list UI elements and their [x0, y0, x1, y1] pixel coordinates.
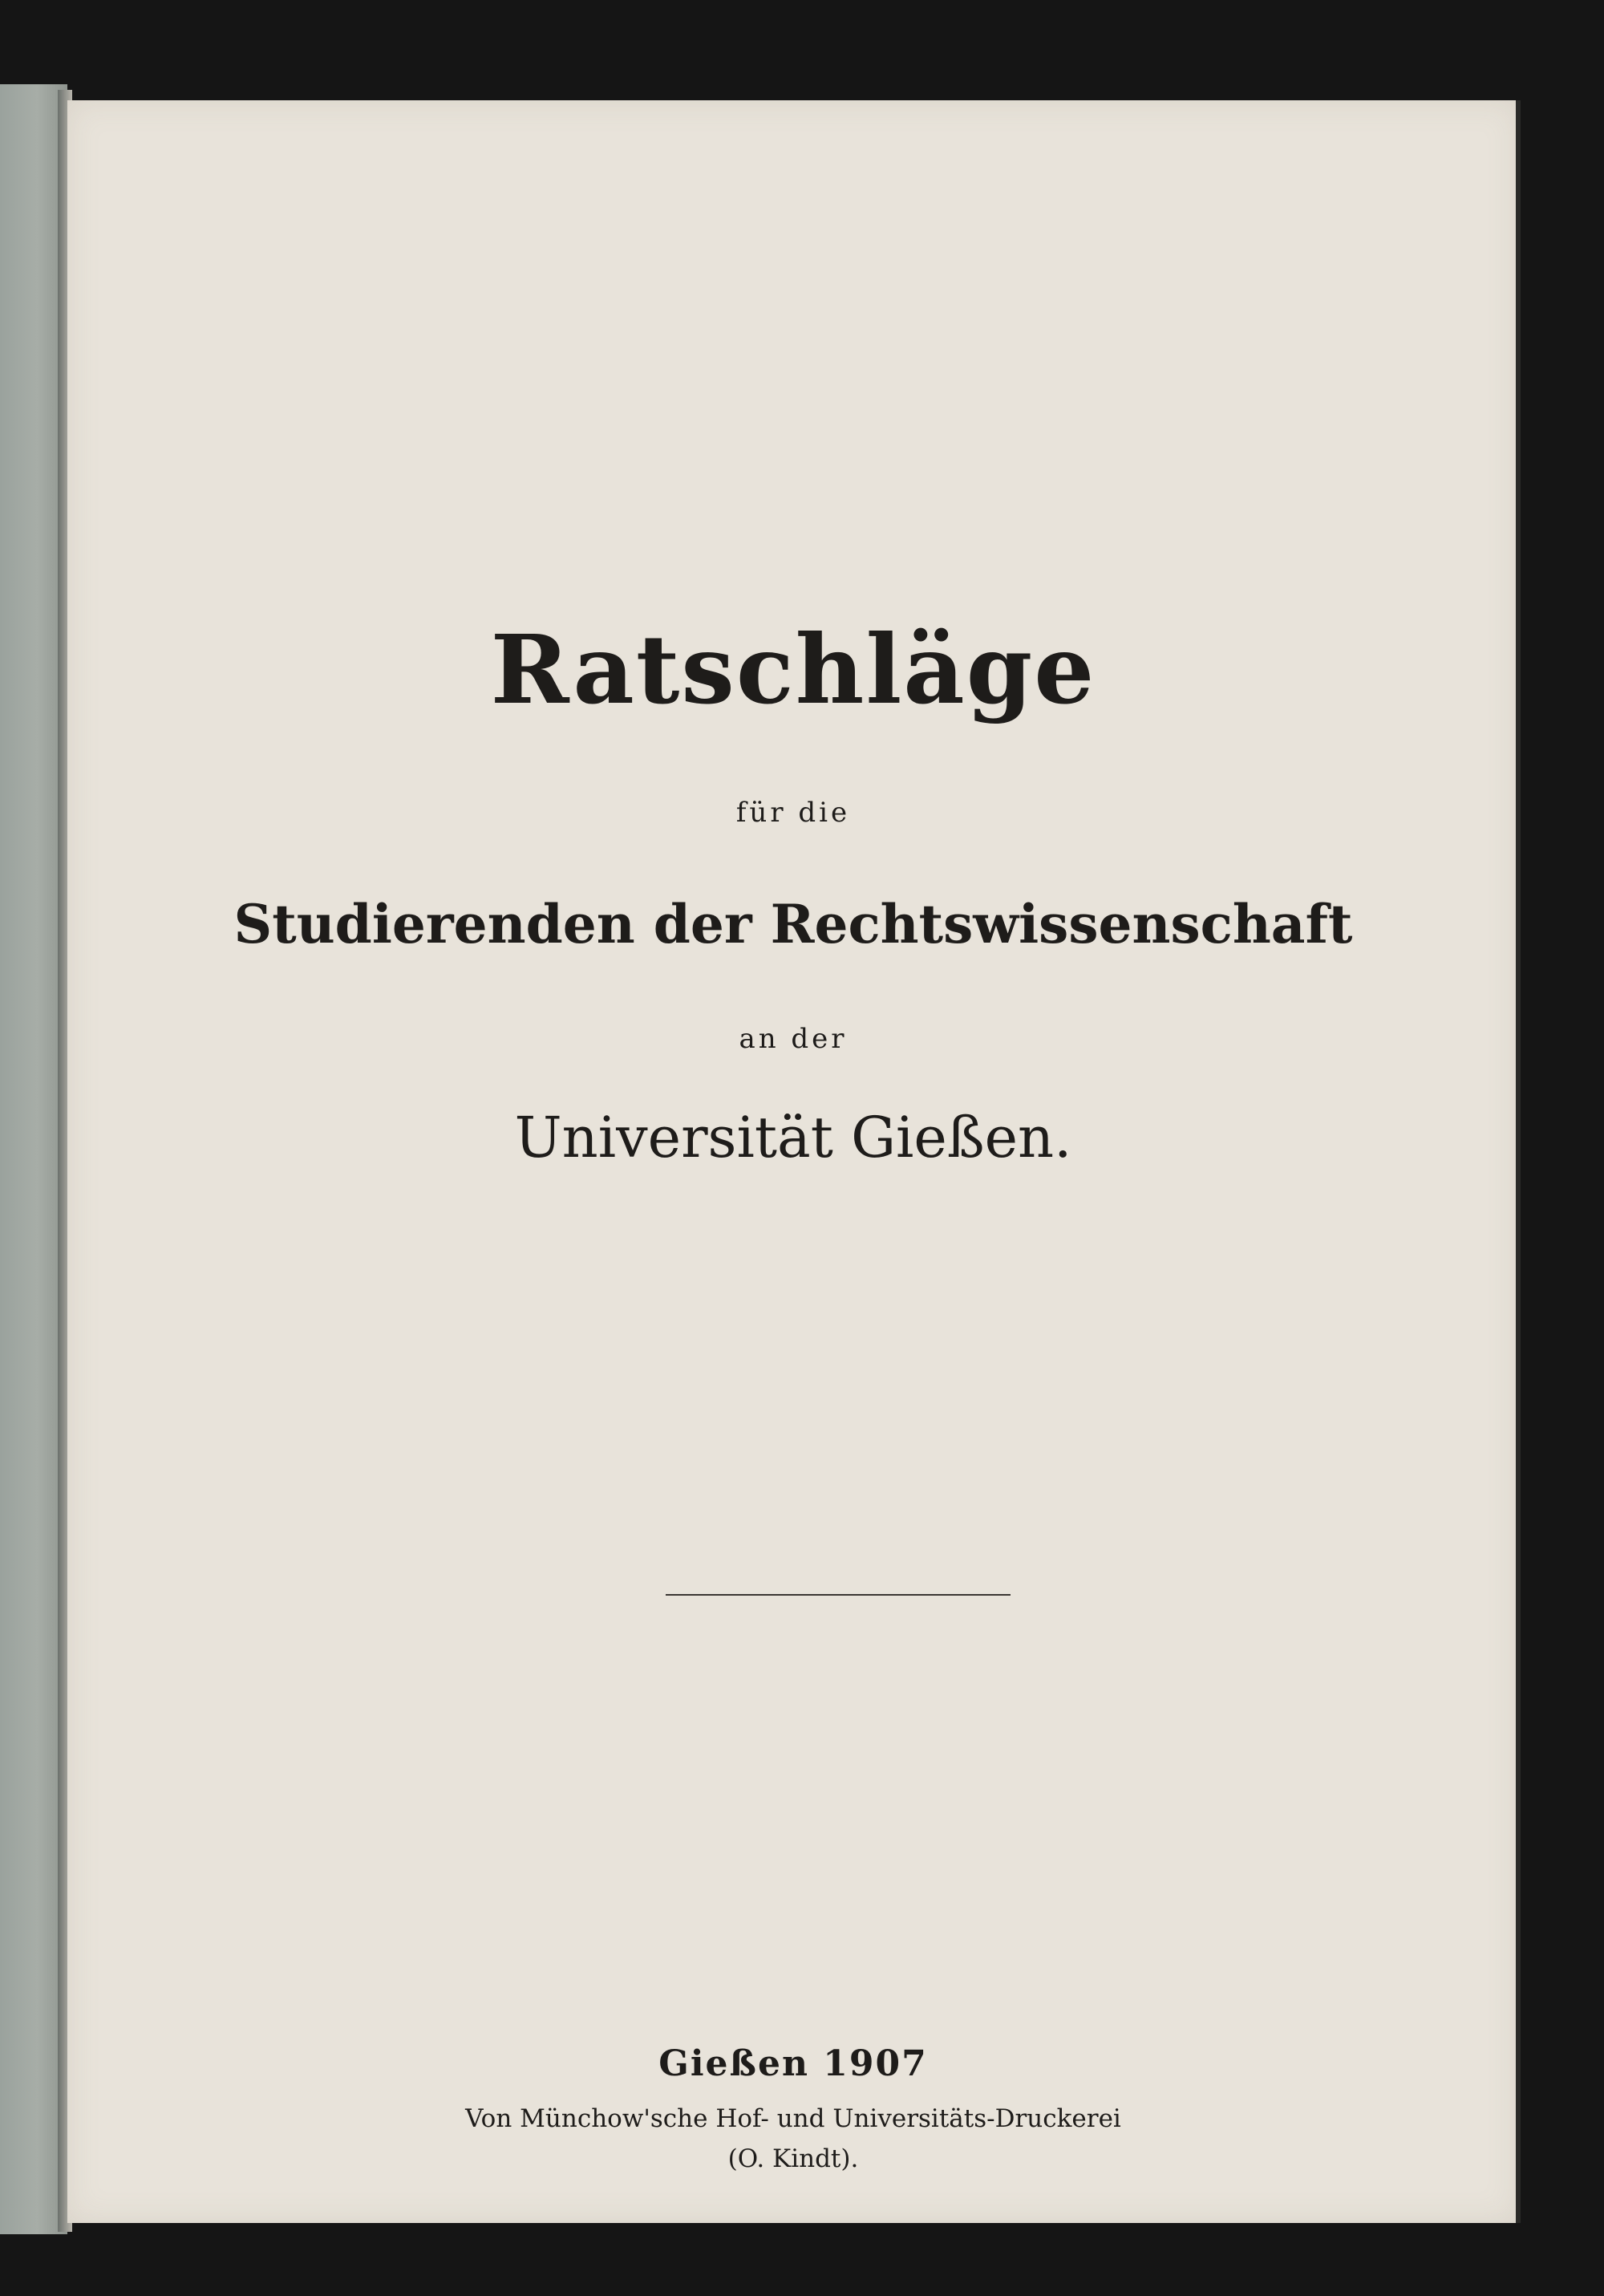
university-name: Universität Gießen.: [514, 1105, 1072, 1170]
book-subtitle: Studierenden der Rechtswissenschaft: [233, 893, 1353, 955]
imprint-place-year: Gießen 1907: [658, 2043, 928, 2084]
imprint-printer: Von Münchow'sche Hof- und Universitäts-Druckerei: [465, 2104, 1121, 2133]
page-right-edge: [1516, 100, 1521, 2223]
title-page: [67, 100, 1519, 2223]
imprint-owner: (O. Kindt).: [727, 2144, 859, 2173]
divider-rule: [666, 1594, 1011, 1596]
connector-fuer-die: für die: [735, 797, 851, 829]
connector-an-der: an der: [739, 1023, 848, 1055]
book-title: Ratschläge: [490, 614, 1096, 725]
